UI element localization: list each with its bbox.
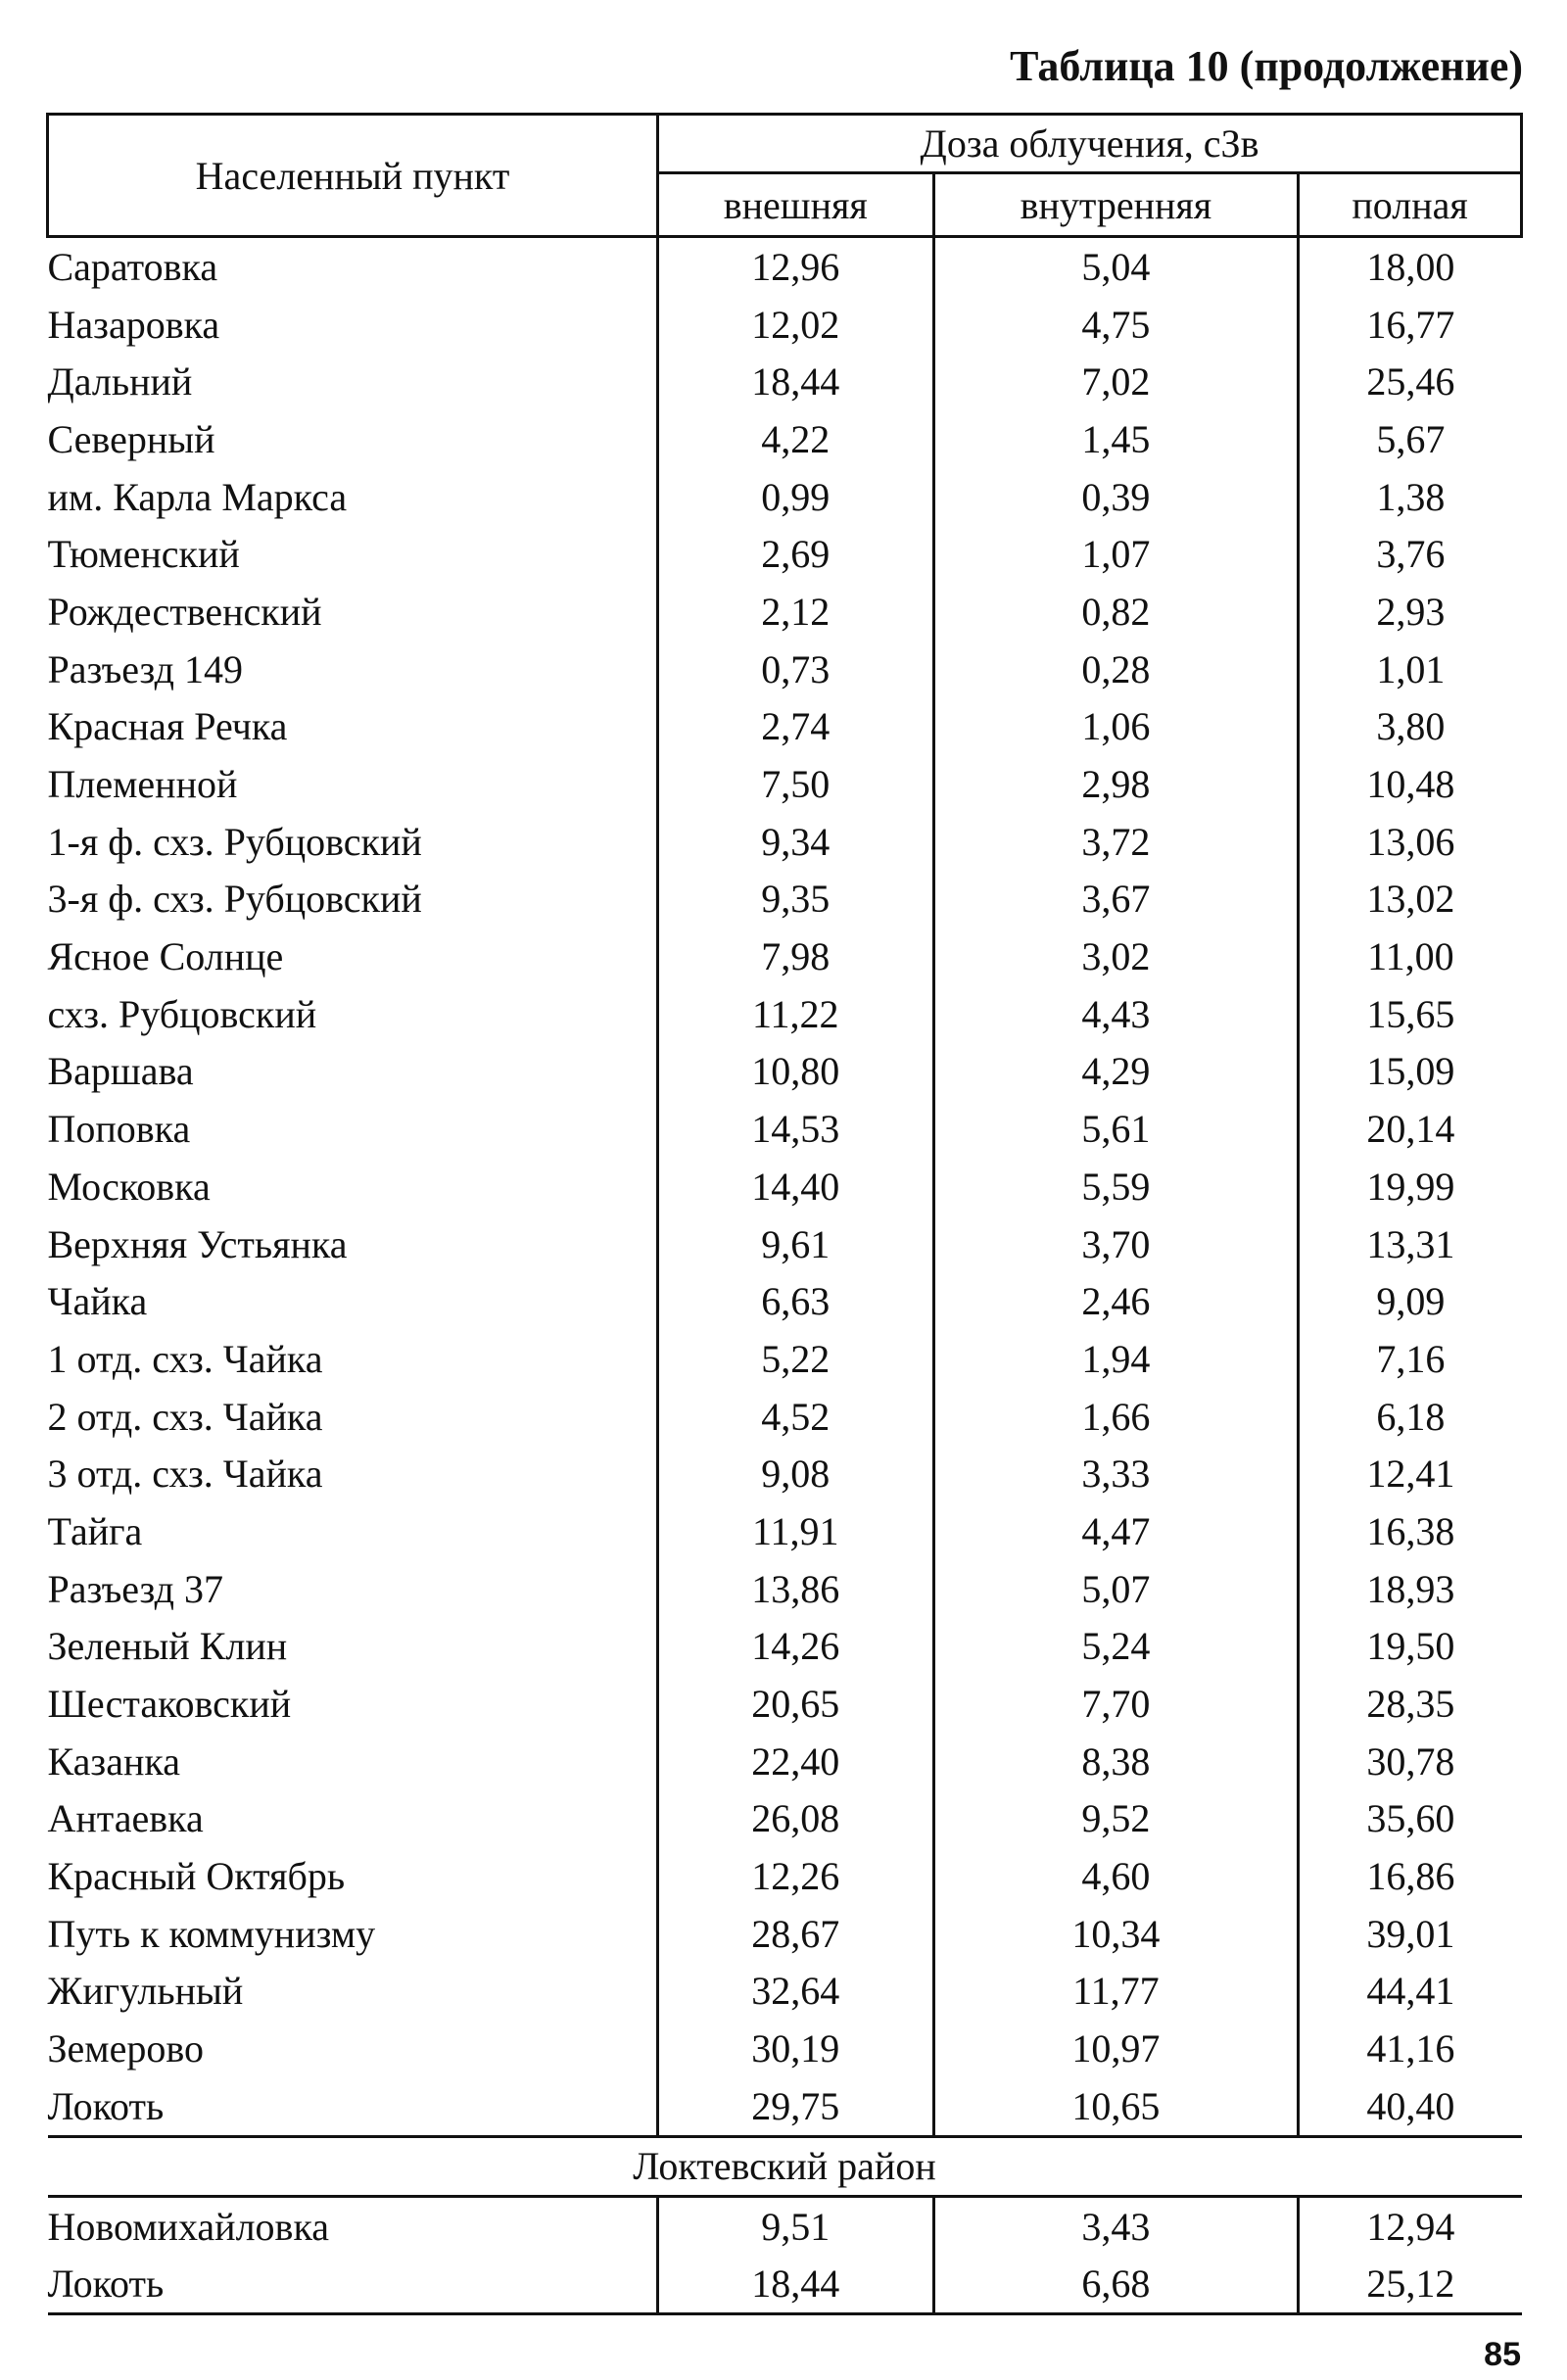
cell-external: 12,26 — [658, 1847, 934, 1905]
cell-total: 40,40 — [1299, 2077, 1522, 2136]
cell-internal: 7,02 — [933, 353, 1299, 410]
cell-external: 0,99 — [658, 468, 934, 526]
cell-total: 19,50 — [1299, 1618, 1522, 1676]
cell-total: 16,38 — [1299, 1502, 1522, 1560]
cell-place: Локоть — [48, 2077, 658, 2136]
cell-external: 9,34 — [658, 813, 934, 871]
cell-internal: 7,70 — [933, 1675, 1299, 1733]
cell-internal: 8,38 — [933, 1733, 1299, 1790]
cell-total: 25,46 — [1299, 353, 1522, 410]
cell-total: 35,60 — [1299, 1790, 1522, 1848]
cell-total: 2,93 — [1299, 583, 1522, 641]
cell-place: Рождественский — [47, 589, 322, 634]
table-row — [48, 1502, 1522, 1560]
cell-place: Зеленый Клин — [47, 1624, 288, 1669]
table-row — [48, 583, 1522, 641]
cell-internal: 4,60 — [933, 1847, 1299, 1905]
cell-place: Московка — [47, 1164, 211, 1209]
table-row — [48, 1100, 1522, 1158]
cell-external: 11,22 — [658, 985, 934, 1043]
table-row — [48, 2255, 1522, 2313]
table-row — [48, 1790, 1522, 1848]
dose-table — [46, 113, 1523, 2315]
cell-place: Локоть — [48, 2255, 658, 2313]
cell-total: 13,31 — [1299, 1215, 1522, 1273]
cell-external: 7,50 — [658, 755, 934, 813]
cell-place: им. Карла Маркса — [47, 474, 348, 519]
cell-total: 30,78 — [1299, 1733, 1522, 1790]
table-row — [48, 1905, 1522, 1963]
cell-external: 2,69 — [658, 525, 934, 583]
table-row — [48, 698, 1522, 756]
cell-place: Тюменский — [47, 532, 240, 577]
cell-place: Казанка — [47, 1738, 180, 1784]
table-row — [48, 1215, 1522, 1273]
table-row — [48, 353, 1522, 410]
cell-internal: 11,77 — [933, 1963, 1299, 2021]
cell-total: 15,65 — [1299, 985, 1522, 1043]
cell-external: 32,64 — [658, 1963, 934, 2021]
cell-place: Поповка — [47, 1107, 191, 1152]
cell-place: 3 отд. схз. Чайка — [47, 1452, 323, 1497]
table-row — [48, 1330, 1522, 1388]
table-row — [48, 641, 1522, 698]
table-row — [48, 928, 1522, 985]
cell-internal: 1,45 — [933, 410, 1299, 468]
section-body — [48, 2136, 1522, 2313]
cell-external: 12,02 — [658, 296, 934, 354]
section-row — [48, 2136, 1522, 2196]
cell-total: 9,09 — [1299, 1272, 1522, 1330]
cell-place: Жигульный — [47, 1969, 244, 2014]
table-row — [48, 871, 1522, 928]
cell-total: 3,76 — [1299, 525, 1522, 583]
cell-total: 16,77 — [1299, 296, 1522, 354]
cell-internal: 3,67 — [933, 871, 1299, 928]
header-total: полная — [1299, 173, 1522, 237]
table-row — [48, 1733, 1522, 1790]
cell-internal: 3,72 — [933, 813, 1299, 871]
cell-total: 18,00 — [1299, 237, 1522, 296]
cell-external: 14,26 — [658, 1618, 934, 1676]
cell-total: 13,06 — [1299, 813, 1522, 871]
cell-external: 14,40 — [658, 1158, 934, 1215]
cell-total: 1,38 — [1299, 468, 1522, 526]
cell-external: 29,75 — [658, 2077, 934, 2136]
cell-external: 9,35 — [658, 871, 934, 928]
cell-external: 0,73 — [658, 641, 934, 698]
cell-internal: 10,97 — [933, 2020, 1299, 2077]
cell-internal: 6,68 — [933, 2255, 1299, 2313]
table-row — [48, 1158, 1522, 1215]
cell-external: 13,86 — [658, 1560, 934, 1618]
cell-total: 7,16 — [1299, 1330, 1522, 1388]
cell-internal: 4,47 — [933, 1502, 1299, 1560]
cell-total: 19,99 — [1299, 1158, 1522, 1215]
cell-external: 30,19 — [658, 2020, 934, 2077]
cell-total: 12,94 — [1299, 2196, 1522, 2255]
cell-internal: 0,82 — [933, 583, 1299, 641]
cell-internal: 5,61 — [933, 1100, 1299, 1158]
table-row — [48, 468, 1522, 526]
cell-total: 11,00 — [1299, 928, 1522, 985]
header-internal: внутренняя — [933, 173, 1299, 237]
table-row — [48, 1618, 1522, 1676]
cell-external: 2,74 — [658, 698, 934, 756]
cell-total: 6,18 — [1299, 1388, 1522, 1446]
cell-place: 3-я ф. схз. Рубцовский — [47, 877, 422, 922]
cell-external: 20,65 — [658, 1675, 934, 1733]
cell-external: 4,52 — [658, 1388, 934, 1446]
cell-internal: 1,06 — [933, 698, 1299, 756]
cell-external: 6,63 — [658, 1272, 934, 1330]
cell-total: 25,12 — [1299, 2255, 1522, 2313]
cell-internal: 0,39 — [933, 468, 1299, 526]
table-row — [48, 525, 1522, 583]
cell-place: Земерово — [47, 2026, 204, 2071]
cell-total: 15,09 — [1299, 1043, 1522, 1101]
cell-place: Красная Речка — [47, 704, 288, 749]
cell-total: 41,16 — [1299, 2020, 1522, 2077]
cell-external: 5,22 — [658, 1330, 934, 1388]
cell-total: 16,86 — [1299, 1847, 1522, 1905]
cell-place: Антаевка — [47, 1796, 204, 1841]
table-body — [48, 237, 1522, 2137]
cell-total: 20,14 — [1299, 1100, 1522, 1158]
table-row — [48, 410, 1522, 468]
cell-place: Дальний — [47, 359, 193, 405]
cell-external: 10,80 — [658, 1043, 934, 1101]
cell-total: 12,41 — [1299, 1445, 1522, 1502]
cell-external: 18,44 — [658, 353, 934, 410]
table-row — [48, 2077, 1522, 2136]
cell-place: Племенной — [47, 762, 238, 807]
cell-internal: 1,94 — [933, 1330, 1299, 1388]
cell-internal: 9,52 — [933, 1790, 1299, 1848]
cell-internal: 3,70 — [933, 1215, 1299, 1273]
cell-place: Путь к коммунизму — [47, 1911, 376, 1956]
cell-internal: 4,43 — [933, 985, 1299, 1043]
cell-internal: 2,98 — [933, 755, 1299, 813]
cell-external: 28,67 — [658, 1905, 934, 1963]
cell-place: Шестаковский — [47, 1682, 292, 1727]
header-dose: Доза облучения, сЗв — [658, 115, 1522, 173]
cell-external: 12,96 — [658, 237, 934, 296]
cell-external: 22,40 — [658, 1733, 934, 1790]
cell-total: 10,48 — [1299, 755, 1522, 813]
cell-internal: 5,59 — [933, 1158, 1299, 1215]
header-place: Населенный пункт — [48, 115, 658, 237]
table-row — [48, 2020, 1522, 2077]
cell-internal: 10,34 — [933, 1905, 1299, 1963]
cell-total: 28,35 — [1299, 1675, 1522, 1733]
cell-external: 14,53 — [658, 1100, 934, 1158]
cell-external: 18,44 — [658, 2255, 934, 2313]
cell-place: Назаровка — [47, 302, 220, 347]
section-title: Локтевский район — [48, 2136, 1522, 2196]
table-row — [48, 1043, 1522, 1101]
cell-internal: 4,29 — [933, 1043, 1299, 1101]
cell-total: 1,01 — [1299, 641, 1522, 698]
cell-external: 9,08 — [658, 1445, 934, 1502]
page-number: 85 — [1484, 2336, 1521, 2373]
cell-external: 9,61 — [658, 1215, 934, 1273]
table-row — [48, 237, 1522, 296]
table-row — [48, 985, 1522, 1043]
cell-total: 44,41 — [1299, 1963, 1522, 2021]
cell-place: 2 отд. схз. Чайка — [47, 1394, 323, 1439]
table-row — [48, 1388, 1522, 1446]
cell-total: 5,67 — [1299, 410, 1522, 468]
cell-place: Саратовка — [47, 244, 218, 289]
cell-place: Красный Октябрь — [47, 1854, 346, 1899]
cell-total: 18,93 — [1299, 1560, 1522, 1618]
cell-place: Новомихайловка — [47, 2204, 330, 2249]
table-row — [48, 296, 1522, 354]
cell-place: Верхняя Устьянка — [47, 1221, 348, 1266]
cell-external: 11,91 — [658, 1502, 934, 1560]
cell-internal: 10,65 — [933, 2077, 1299, 2136]
cell-total: 13,02 — [1299, 871, 1522, 928]
cell-external: 7,98 — [658, 928, 934, 985]
table-row — [48, 2196, 1522, 2255]
cell-place: Северный — [47, 416, 215, 461]
cell-external: 2,12 — [658, 583, 934, 641]
cell-internal: 5,07 — [933, 1560, 1299, 1618]
cell-internal: 0,28 — [933, 641, 1299, 698]
cell-internal: 1,66 — [933, 1388, 1299, 1446]
table-row — [48, 1560, 1522, 1618]
cell-internal: 3,33 — [933, 1445, 1299, 1502]
header-external: внешняя — [658, 173, 934, 237]
cell-external: 4,22 — [658, 410, 934, 468]
cell-external: 9,51 — [658, 2196, 934, 2255]
table-row — [48, 1272, 1522, 1330]
cell-place: Варшава — [47, 1049, 194, 1094]
cell-place: Чайка — [47, 1279, 148, 1324]
cell-place: схз. Рубцовский — [47, 991, 317, 1036]
cell-total: 3,80 — [1299, 698, 1522, 756]
table-row — [48, 1963, 1522, 2021]
cell-internal: 4,75 — [933, 296, 1299, 354]
cell-total: 39,01 — [1299, 1905, 1522, 1963]
cell-internal: 5,04 — [933, 237, 1299, 296]
table-row — [48, 813, 1522, 871]
cell-place: Разъезд 149 — [47, 646, 243, 691]
table-row — [48, 1675, 1522, 1733]
table-row — [48, 755, 1522, 813]
cell-place: Ясное Солнце — [47, 934, 284, 979]
cell-internal: 1,07 — [933, 525, 1299, 583]
cell-internal: 3,02 — [933, 928, 1299, 985]
table-row — [48, 1445, 1522, 1502]
cell-internal: 2,46 — [933, 1272, 1299, 1330]
cell-internal: 5,24 — [933, 1618, 1299, 1676]
cell-place: Тайга — [47, 1508, 143, 1553]
cell-place: Разъезд 37 — [47, 1566, 223, 1611]
cell-place: 1 отд. схз. Чайка — [47, 1336, 323, 1381]
cell-internal: 3,43 — [933, 2196, 1299, 2255]
table-row — [48, 1847, 1522, 1905]
cell-place: 1-я ф. схз. Рубцовский — [47, 819, 422, 864]
table-title: Таблица 10 (продолжение) — [1010, 42, 1523, 90]
cell-external: 26,08 — [658, 1790, 934, 1848]
